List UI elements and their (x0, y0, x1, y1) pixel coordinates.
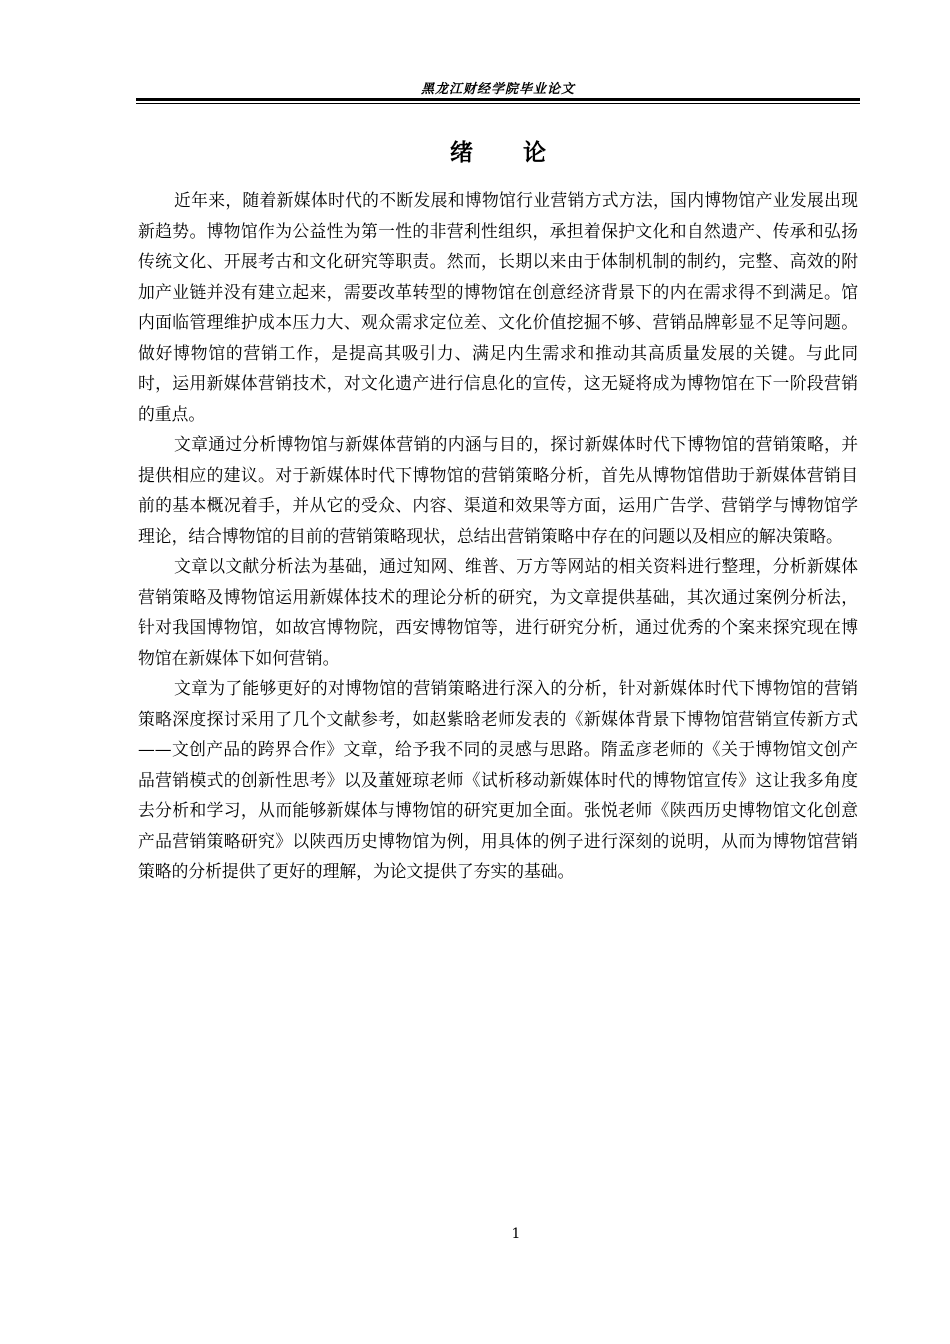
header-rule-thick (136, 98, 860, 101)
header-rule-thin (136, 103, 860, 104)
paragraph-4: 文章为了能够更好的对博物馆的营销策略进行深入的分析，针对新媒体时代下博物馆的营销策略深度探讨采用了几个文献参考，如赵紫晗老师发表的《新媒体背景下博物馆营销宣传新方式——文创产品的跨界合作》文章，给予我不同的灵感与思路。隋孟彦老师的《关于博物馆文创产品营销模式的创新性思考》以及董娅琼老师《试析移动新媒体时代的博物馆宣传》这让我多角度去分析和学习，从而能够新媒体与博物馆的研究更加全面。张悦老师《陕西历史博物馆文化创意产品营销策略研究》以陕西历史博物馆为例，用具体的例子进行深刻的说明，从而为博物馆营销策略的分析提供了更好的理解，为论文提供了夯实的基础。 (138, 678, 858, 881)
paragraph-1: 近年来，随着新媒体时代的不断发展和博物馆行业营销方式方法，国内博物馆产业发展出现新趋势。博物馆作为公益性为第一性的非营利性组织，承担着保护文化和自然遗产、传承和弘扬传统文化、开展考古和文化研究等职责。然而，长期以来由于体制机制的制约，完整、高效的附加产业链并没有建立起来，需要改革转型的博物馆在创意经济背景下的内在需求得不到满足。馆内面临管理维护成本压力大、观众需求定位差、文化价值挖掘不够、营销品牌彰显不足等问题。做好博物馆的营销工作，是提高其吸引力、满足内生需求和推动其高质量发展的关键。与此同时，运用新媒体营销技术，对文化遗产进行信息化的宣传，这无疑将成为博物馆在下一阶段营销的重点。 (138, 190, 858, 424)
paragraph-3: 文章以文献分析法为基础，通过知网、维普、万方等网站的相关资料进行整理，分析新媒体营销策略及博物馆运用新媒体技术的理论分析的研究，为文章提供基础，其次通过案例分析法，针对我国博物馆，如故宫博物院，西安博物馆等，进行研究分析，通过优秀的个案来探究现在博物馆在新媒体下如何营销。 (138, 556, 858, 668)
body-text (138, 185, 858, 887)
page-number: 1 (511, 1226, 521, 1242)
chapter-title: 绪论 (450, 140, 596, 166)
paragraph-2: 文章通过分析博物馆与新媒体营销的内涵与目的，探讨新媒体时代下博物馆的营销策略，并提供相应的建议。对于新媒体时代下博物馆的营销策略分析，首先从博物馆借助于新媒体营销目前的基本概况着手，并从它的受众、内容、渠道和效果等方面，运用广告学、营销学与博物馆学理论，结合博物馆的目前的营销策略现状，总结出营销策略中存在的问题以及相应的解决策略。 (138, 434, 858, 546)
running-header: 黑龙江财经学院毕业论文 (420, 82, 575, 97)
